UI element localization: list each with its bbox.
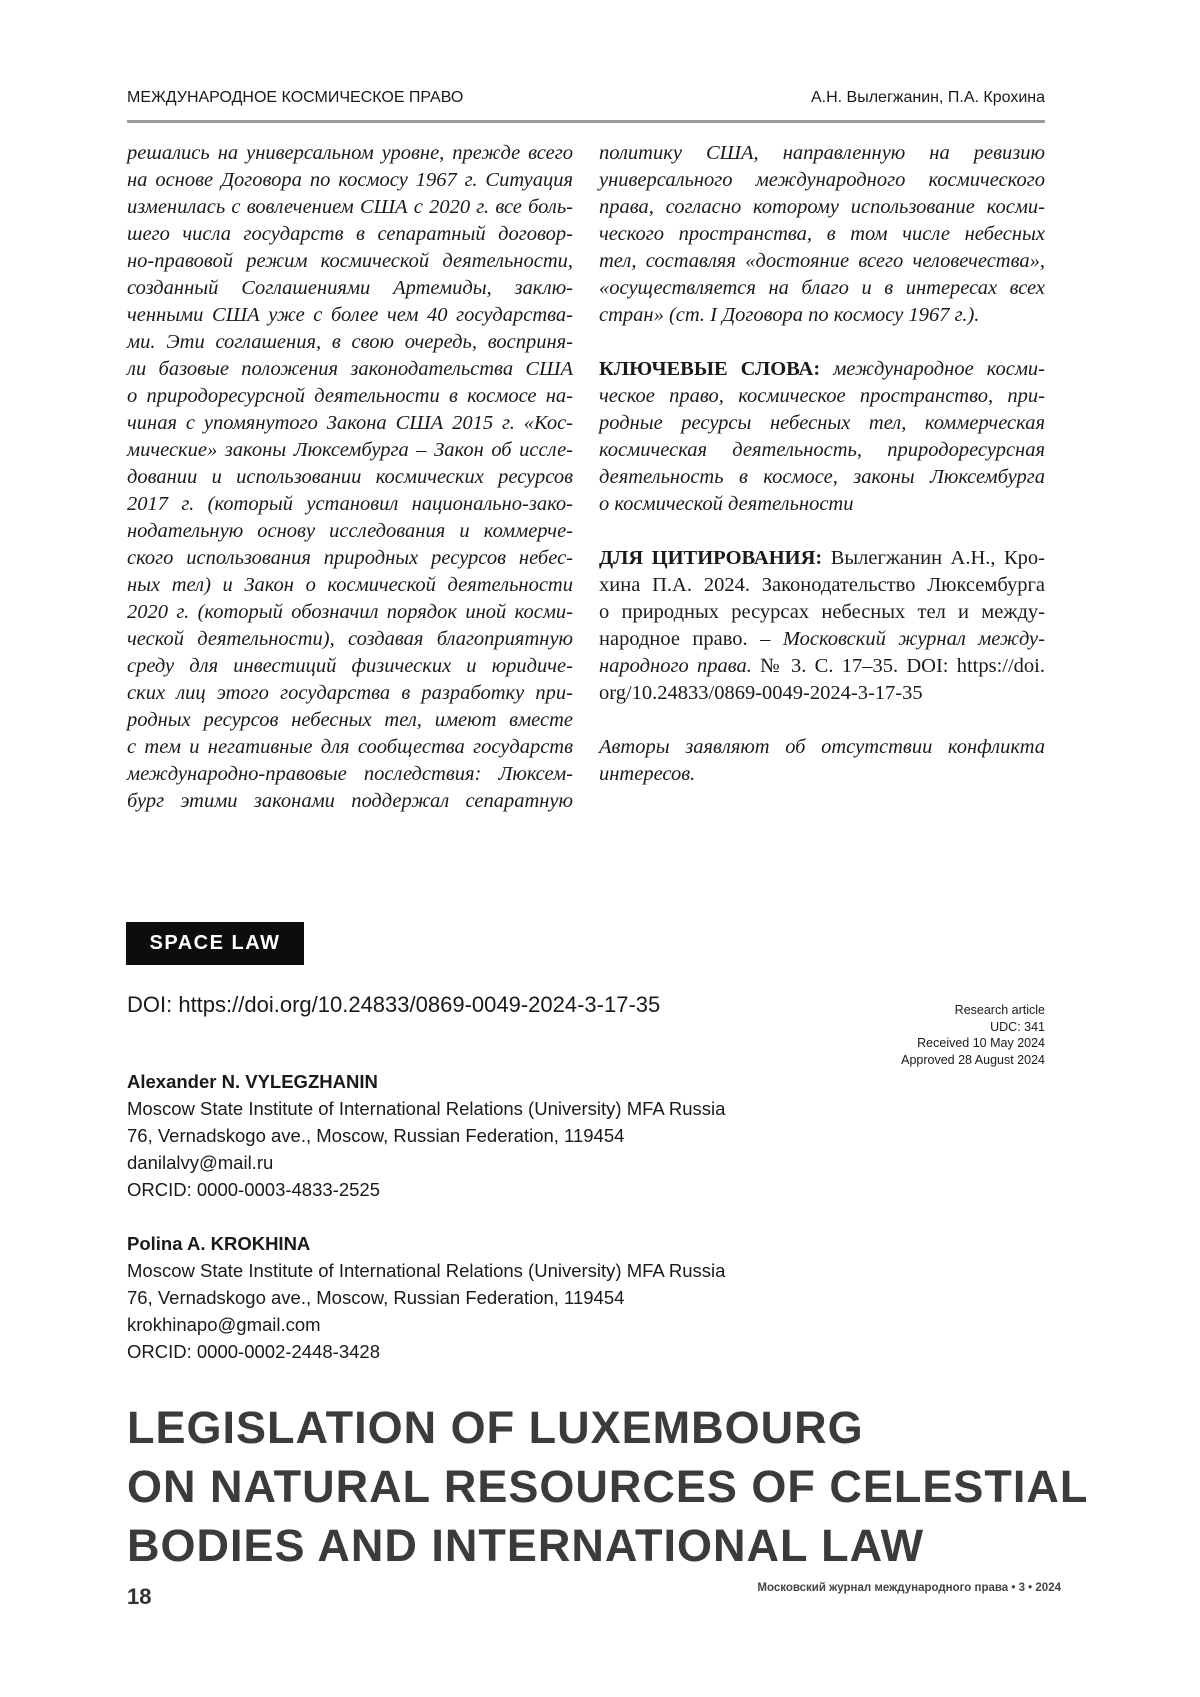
text-line: ческой деятельности), создавая благоприятную [127,626,573,653]
text-line: 2017 г. (который установил национально-зако- [127,491,573,518]
author-email[interactable]: krokhinapo@gmail.com [127,1311,725,1338]
abstract-continuation-column [127,140,573,815]
text-line: международно-правовые последствия: Люксем- [127,761,573,788]
text-line: «осуществляется на благо и в интересах всех [599,275,1045,302]
author-name: Alexander N. VYLEGZHANIN [127,1068,725,1095]
text-line: довании и использовании космических ресурсов [127,464,573,491]
text-line: решались на универсальном уровне, прежде всего [127,140,573,167]
text-line: ческого пространства, в том числе небесных [599,221,1045,248]
udc: UDC: 341 [901,1019,1045,1036]
text-line: политику США, направленную на ревизию [599,140,1045,167]
citation: ДЛЯ ЦИТИРОВАНИЯ: Вылегжанин А.Н., Кро- хина П.А. 2024. Законодательство Люксембурга о природных ресурсах небесных тел и между- народное право. – Московский журнал между- народного права. № 3. С. 17–35. DOI: https://doi. org/10.24833/0869-0049-2024-3-17-35 [599,545,1045,707]
text-line: бург этими законами поддержал сепаратную [127,788,573,815]
abstract-right-column [599,140,1045,815]
running-header-authors: А.Н. Вылегжанин, П.А. Крохина [811,89,1045,107]
author-address: 76, Vernadskogo ave., Moscow, Russian Federation, 119454 [127,1284,725,1311]
text-line: тел, составляя «достояние всего человечества», [599,248,1045,275]
abstract-end [599,140,1045,329]
author-block [127,1230,725,1365]
text-line: нодательную основу исследования и коммерче- [127,518,573,545]
text-line: мические» законы Люксембурга – Закон об иссле- [127,437,573,464]
text-line: универсального международного космического [599,167,1045,194]
text-line: с тем и негативные для сообщества государств [127,734,573,761]
text-line: стран» (ст. I Договора по космосу 1967 г.). [599,302,1045,329]
header-divider [127,120,1045,123]
text-line: ми. Эти соглашения, в свою очередь, восприня- [127,329,573,356]
citation-label: ДЛЯ ЦИТИРОВАНИЯ: [599,547,822,569]
keywords: КЛЮЧЕВЫЕ СЛОВА: международное косми- ческое право, космическое пространство, при- родные ресурсы небесных тел, коммерческая космическая деятельность, природоресурсная деятельность в космосе, законы Люксембурга о космической деятельности [599,356,1045,518]
author-address: 76, Vernadskogo ave., Moscow, Russian Federation, 119454 [127,1122,725,1149]
page-number: 18 [127,1584,151,1610]
journal-footer: Московский журнал международного права • 3 • 2024 [757,1582,1061,1594]
text-line: среду для инвестиций физических и юридиче- [127,653,573,680]
author-orcid: ORCID: 0000-0002-2448-3428 [127,1338,725,1365]
text-line: ских лиц этого государства в разработку при- [127,680,573,707]
keywords-label: КЛЮЧЕВЫЕ СЛОВА: [599,358,820,380]
text-line: о природоресурсной деятельности в космосе на- [127,383,573,410]
author-affiliation: Moscow State Institute of International Relations (University) MFA Russia [127,1257,725,1284]
author-block [127,1068,725,1203]
text-line: родных ресурсов небесных тел, имеют вместе [127,707,573,734]
text-line: ли базовые положения законодательства США [127,356,573,383]
author-affiliation: Moscow State Institute of International Relations (University) MFA Russia [127,1095,725,1122]
citation-doi-link[interactable]: org/10.24833/0869-0049-2024-3-17-35 [599,680,1045,707]
received-date: Received 10 May 2024 [901,1035,1045,1052]
text-line: ского использования природных ресурсов небес- [127,545,573,572]
text-line: но-правовой режим космической деятельности, [127,248,573,275]
author-email[interactable]: danilalvy@mail.ru [127,1149,725,1176]
approved-date: Approved 28 August 2024 [901,1052,1045,1069]
author-name: Polina A. KROKHINA [127,1230,725,1257]
text-line: 2020 г. (который обозначил порядок иной косми- [127,599,573,626]
text-line: права, согласно которому использование косми- [599,194,1045,221]
text-line: ных тел) и Закон о космической деятельности [127,572,573,599]
text-line: изменилась с вовлечением США с 2020 г. все боль- [127,194,573,221]
section-label: SPACE LAW [126,922,304,965]
text-line: шего числа государств в сепаратный договор- [127,221,573,248]
article-meta [901,1002,1045,1068]
text-line: на основе Договора по космосу 1967 г. Ситуация [127,167,573,194]
text-line: ченными США уже с более чем 40 государства- [127,302,573,329]
article-type: Research article [901,1002,1045,1019]
doi-link[interactable]: DOI: https://doi.org/10.24833/0869-0049-2024-3-17-35 [127,992,660,1018]
article-title: LEGISLATION OF LUXEMBOURG ON NATURAL RESOURCES OF CELESTIAL BODIES AND INTERNATIONAL LAW [127,1398,1088,1575]
text-line: чиная с упомянутого Закона США 2015 г. «Кос- [127,410,573,437]
text-line: созданный Соглашениями Артемиды, заклю- [127,275,573,302]
conflict-of-interest: Авторы заявляют об отсутствии конфликта интересов. [599,734,1045,788]
author-orcid: ORCID: 0000-0003-4833-2525 [127,1176,725,1203]
running-header-section: МЕЖДУНАРОДНОЕ КОСМИЧЕСКОЕ ПРАВО [127,89,463,107]
